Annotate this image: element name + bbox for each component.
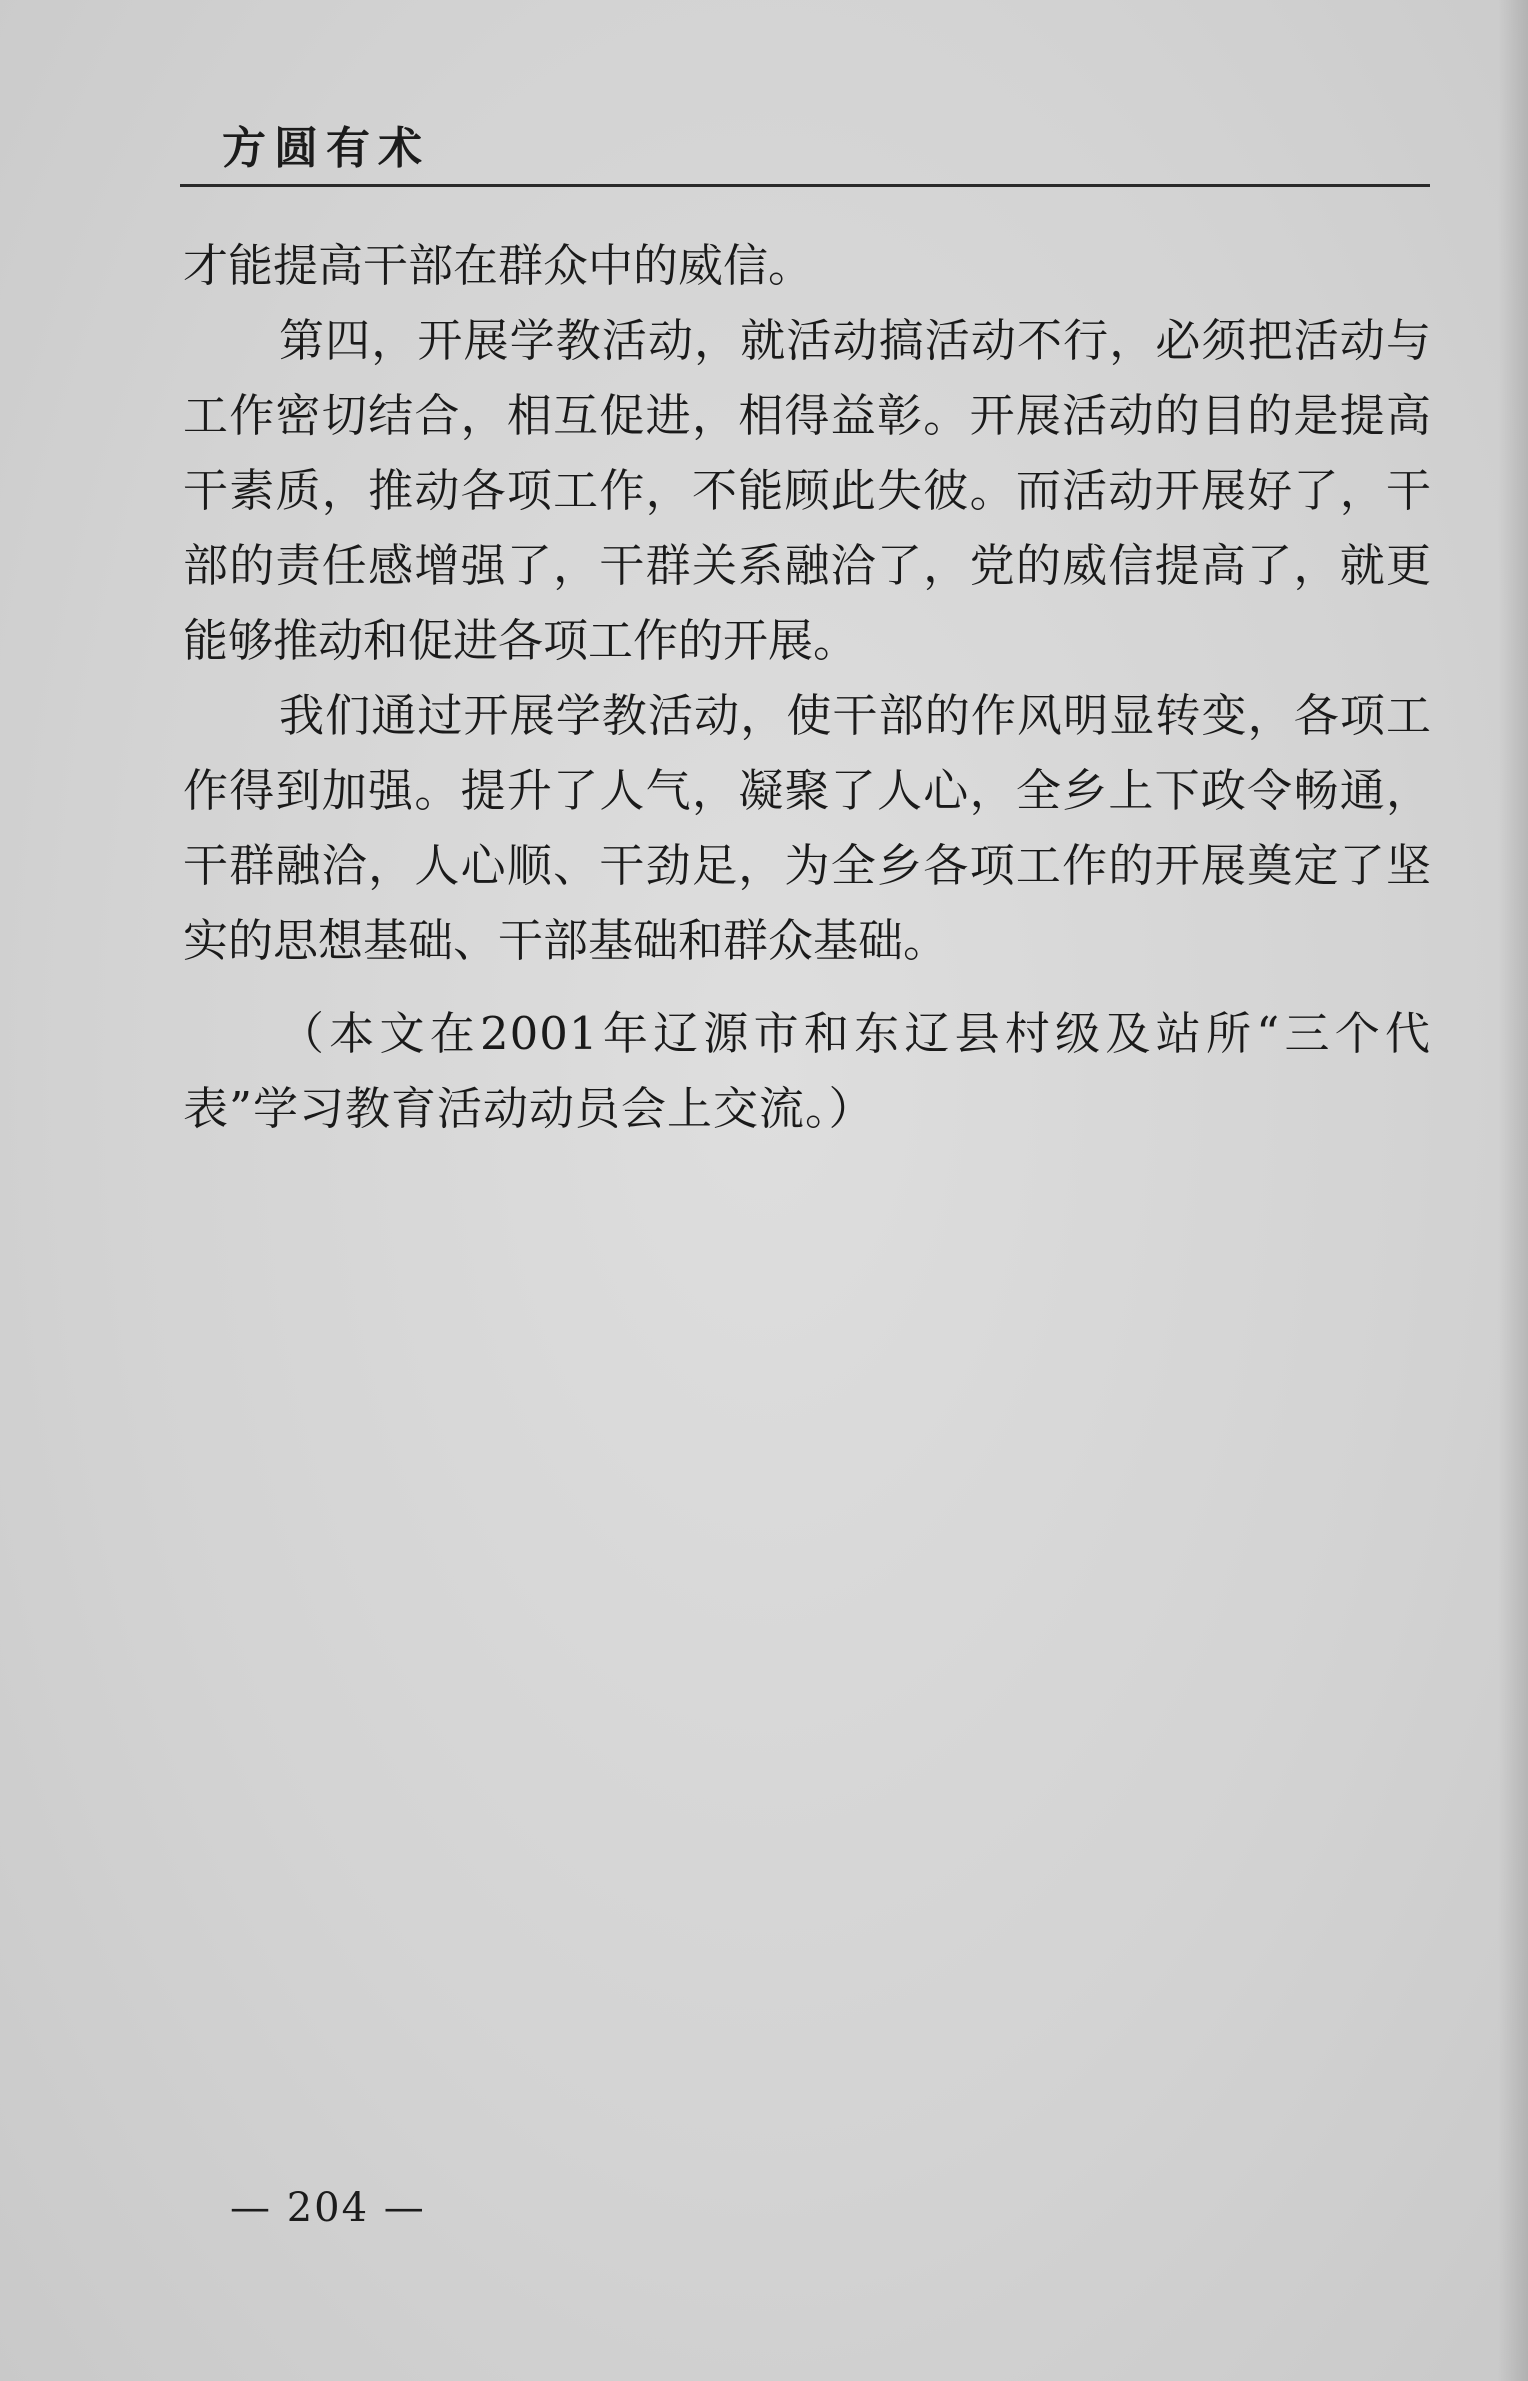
body-text — [183, 228, 1431, 1146]
source-note: （本文在2001年辽源市和东辽县村级及站所“三个代表”学习教育活动动员会上交流。） — [183, 1007, 1431, 1135]
paragraph-conclusion: 我们通过开展学教活动，使干部的作风明显转变，各项工作得到加强。提升了人气，凝聚了人心，全乡上下政令畅通，干群融洽，人心顺、干劲足，为全乡各项工作的开展奠定了坚实的思想基础、干部基础和群众基础。 — [183, 689, 1431, 967]
page-number: — 204 — — [230, 2185, 426, 2231]
paragraph-continuation: 才能提高干部在群众中的威信。 — [183, 239, 814, 292]
paragraph-fourth-point: 第四，开展学教活动，就活动搞活动不行，必须把活动与工作密切结合，相互促进，相得益彰。开展活动的目的是提高干素质，推动各项工作，不能顾此失彼。而活动开展好了，干部的责任感增强了，干群关系融洽了，党的威信提高了，就更能够推动和促进各项工作的开展。 — [183, 314, 1431, 667]
running-title: 方圆有术 — [222, 123, 430, 174]
header-rule — [180, 184, 1430, 187]
spine-shadow — [1498, 0, 1528, 2381]
